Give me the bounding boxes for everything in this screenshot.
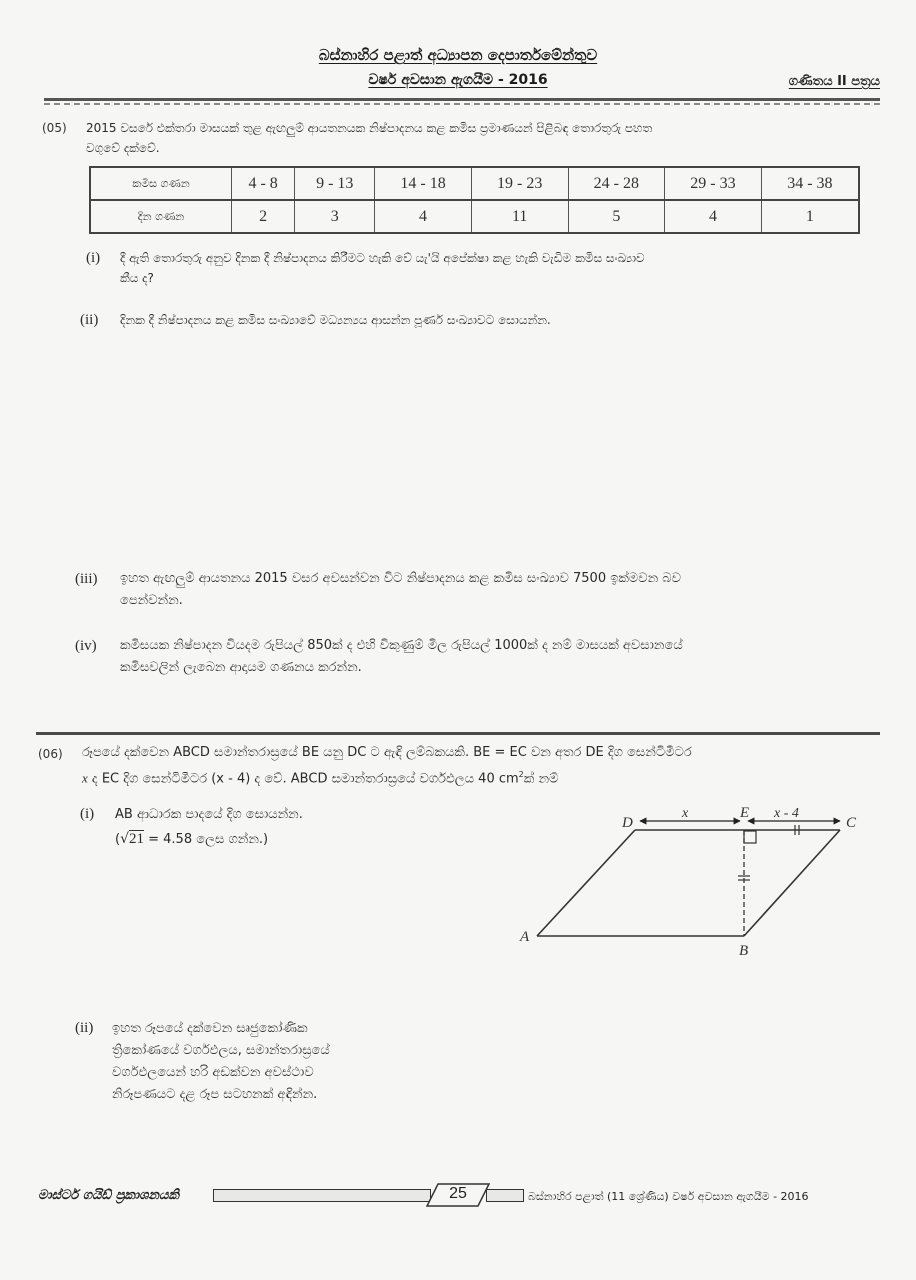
q5-intro (86, 118, 876, 158)
days-cell: 3 (295, 200, 375, 233)
hint-open: ( (115, 832, 121, 847)
class-cell: 19 - 23 (471, 167, 568, 200)
side-ad (537, 830, 635, 936)
department-title (0, 46, 916, 64)
class-cell: 24 - 28 (568, 167, 665, 200)
q5-part-ii-label: (ii) (80, 312, 99, 328)
vertex-label-d: D (622, 815, 633, 831)
class-cell: 34 - 38 (761, 167, 859, 200)
q6-part-i-text (115, 804, 475, 851)
q6-intro-line2-end: ක් නම් (523, 771, 559, 787)
days-cell: 2 (232, 200, 295, 233)
right-angle-mark (744, 831, 756, 843)
q6-number: (06) (38, 747, 63, 761)
q5-part-ii-text (120, 310, 880, 330)
q5-part-i-label: (i) (86, 250, 101, 266)
q5-number: (05) (42, 121, 67, 135)
footer-exam-text: බස්නාහිර පළාත් (11 ශ්‍රේණිය) වර්ෂ අවසාන ඇගයීම - 2016 (528, 1190, 809, 1203)
de-length-label: x (682, 806, 689, 821)
exam-title (0, 72, 916, 88)
department-text: බස්නාහිර පළාත් අධ්‍යාපන දෙපාර්තමේන්තුව (318, 46, 598, 64)
header-rule (44, 98, 880, 101)
frequency-table (89, 166, 860, 234)
q5-part-ii-line1: දිනක දී නිෂ්පාදනය කළ කමිස සංඛ්‍යාවේ මධ්‍යන්‍යය ආසන්න පූර්ණ සංඛ්‍යාවට සොයන්න. (120, 313, 551, 327)
q5-part-iii-label: (iii) (75, 571, 98, 587)
publisher-name: මාස්ටර් ගයිඩ් ප්‍රකාශනයකි (38, 1188, 179, 1203)
q6-part-ii-line: නිරූපණයට දළ රූප සටහනක් අඳින්න. (112, 1087, 318, 1102)
vertex-label-c: C (846, 815, 857, 831)
vertex-label-e: E (740, 805, 750, 821)
exam-text: වර්ෂ අවසාන ඇගයීම - 2016 (368, 72, 548, 88)
ec-length-label: x - 4 (774, 806, 799, 821)
table-row-shirts (90, 167, 859, 200)
class-cell: 29 - 33 (665, 167, 762, 200)
q6-part-ii-line: ත්‍රිකෝණයේ වර්ගඵලය, සමාන්තරාස්‍රයේ (112, 1043, 330, 1058)
q5-part-iii-line1: ඉහත ඇඟලුම් ආයතනය 2015 වසර අවසන්වන විට නිෂ්පාදනය කළ කමිස සංඛ්‍යාව 7500 ඉක්මවන බව (120, 571, 681, 586)
q6-part-i-label: (i) (80, 806, 95, 822)
q5-part-iv-label: (iv) (75, 638, 97, 654)
q6-var-x: x (82, 770, 88, 786)
hint-rest: = 4.58 ලෙස ගන්න.) (144, 832, 269, 847)
class-cell: 4 - 8 (232, 167, 295, 200)
vertex-label-a: A (520, 929, 530, 945)
days-cell: 4 (665, 200, 762, 233)
q6-sup: 2 (518, 770, 524, 779)
row-header-shirts: කමිස ගණන (90, 167, 232, 200)
q6-part-ii-text (112, 1018, 432, 1106)
q6-part-ii-line: වර්ගඵලයෙන් හරි අඩක්වන අවස්ථාව (112, 1065, 314, 1080)
q5-part-i-line2: කීය ද? (120, 271, 154, 285)
q6-part-i-hint (115, 828, 475, 851)
q5-intro-line2: වගුවේ දක්වේ. (86, 141, 160, 155)
class-cell: 9 - 13 (295, 167, 375, 200)
q6-part-ii-label: (ii) (75, 1020, 94, 1036)
section-divider (36, 732, 880, 735)
table-row-days (90, 200, 859, 233)
q5-part-iv-line1: කමිසයක නිෂ්පාදන වියදම රුපියල් 850ක් ද එහි විකුණුම් මිල රුපියල් 1000ක් ද නම් මාසයක් අවසානයේ (120, 638, 683, 653)
q5-part-iv-line2: කමිසවලින් ලැබෙන ආදායම ගණනය කරන්න. (120, 660, 362, 675)
q6-part-ii-line: ඉහත රූපයේ දක්වෙන සෘජුකෝණික (112, 1021, 308, 1036)
q5-intro-line1: 2015 වසරේ එක්තරා මාසයක් තුළ ඇඟලුම් ආයතනයක නිෂ්පාදනය කළ කමිස ප්‍රමාණයන් පිළිබඳ තොරතුරු පහත (86, 121, 653, 135)
days-cell: 11 (471, 200, 568, 233)
vertex-label-b: B (739, 943, 749, 959)
paper-text: ගණිතය II පත්‍රය (788, 74, 880, 89)
row-header-days: දින ගණන (90, 200, 232, 233)
q6-intro-line1: රූපයේ දක්වෙන ABCD සමාන්තරාස්‍රයේ BE යනු DC ට ඇඳි ලම්බකයකි. BE = EC වන අතර DE දිග සෙන්ටිමීටර (82, 745, 692, 760)
side-cb (744, 830, 840, 936)
q5-part-i-text (120, 248, 880, 288)
footer-bar-right (486, 1189, 524, 1202)
days-cell: 4 (375, 200, 472, 233)
sqrt-icon: √ (120, 831, 129, 847)
q5-part-i-line1: දී ඇති තොරතුරු අනුව දිනක දී නිෂ්පාදනය කිරීමට හැකි වේ යැ'යි අපේක්ෂා කළ හැකි වැඩිම කමිස සංඛ්‍යාව (120, 251, 645, 265)
days-cell: 5 (568, 200, 665, 233)
header-dashed-rule (44, 103, 880, 105)
q5-part-iii-line2: පෙන්වන්න. (120, 593, 183, 608)
days-cell: 1 (761, 200, 859, 233)
q6-intro-line2-text: ද EC දිග සෙන්ටිමීටර (x - 4) ද වේ. ABCD සමාන්තරාස්‍රයේ වර්ගඵලය 40 cm (87, 771, 519, 787)
footer-bar-left (213, 1189, 431, 1202)
page-number: 25 (449, 1185, 467, 1202)
q5-part-iv-text (120, 635, 880, 679)
q6-intro-line2 (82, 764, 882, 790)
class-cell: 14 - 18 (375, 167, 472, 200)
parallelogram-figure (500, 795, 880, 965)
hint-radicand: 21 (129, 831, 144, 847)
q6-part-i-line1: AB ආධාරක පාදයේ දිග සොයන්න. (115, 807, 303, 822)
paper-label (789, 74, 880, 89)
q6-intro (82, 742, 882, 790)
q5-part-iii-text (120, 568, 880, 612)
